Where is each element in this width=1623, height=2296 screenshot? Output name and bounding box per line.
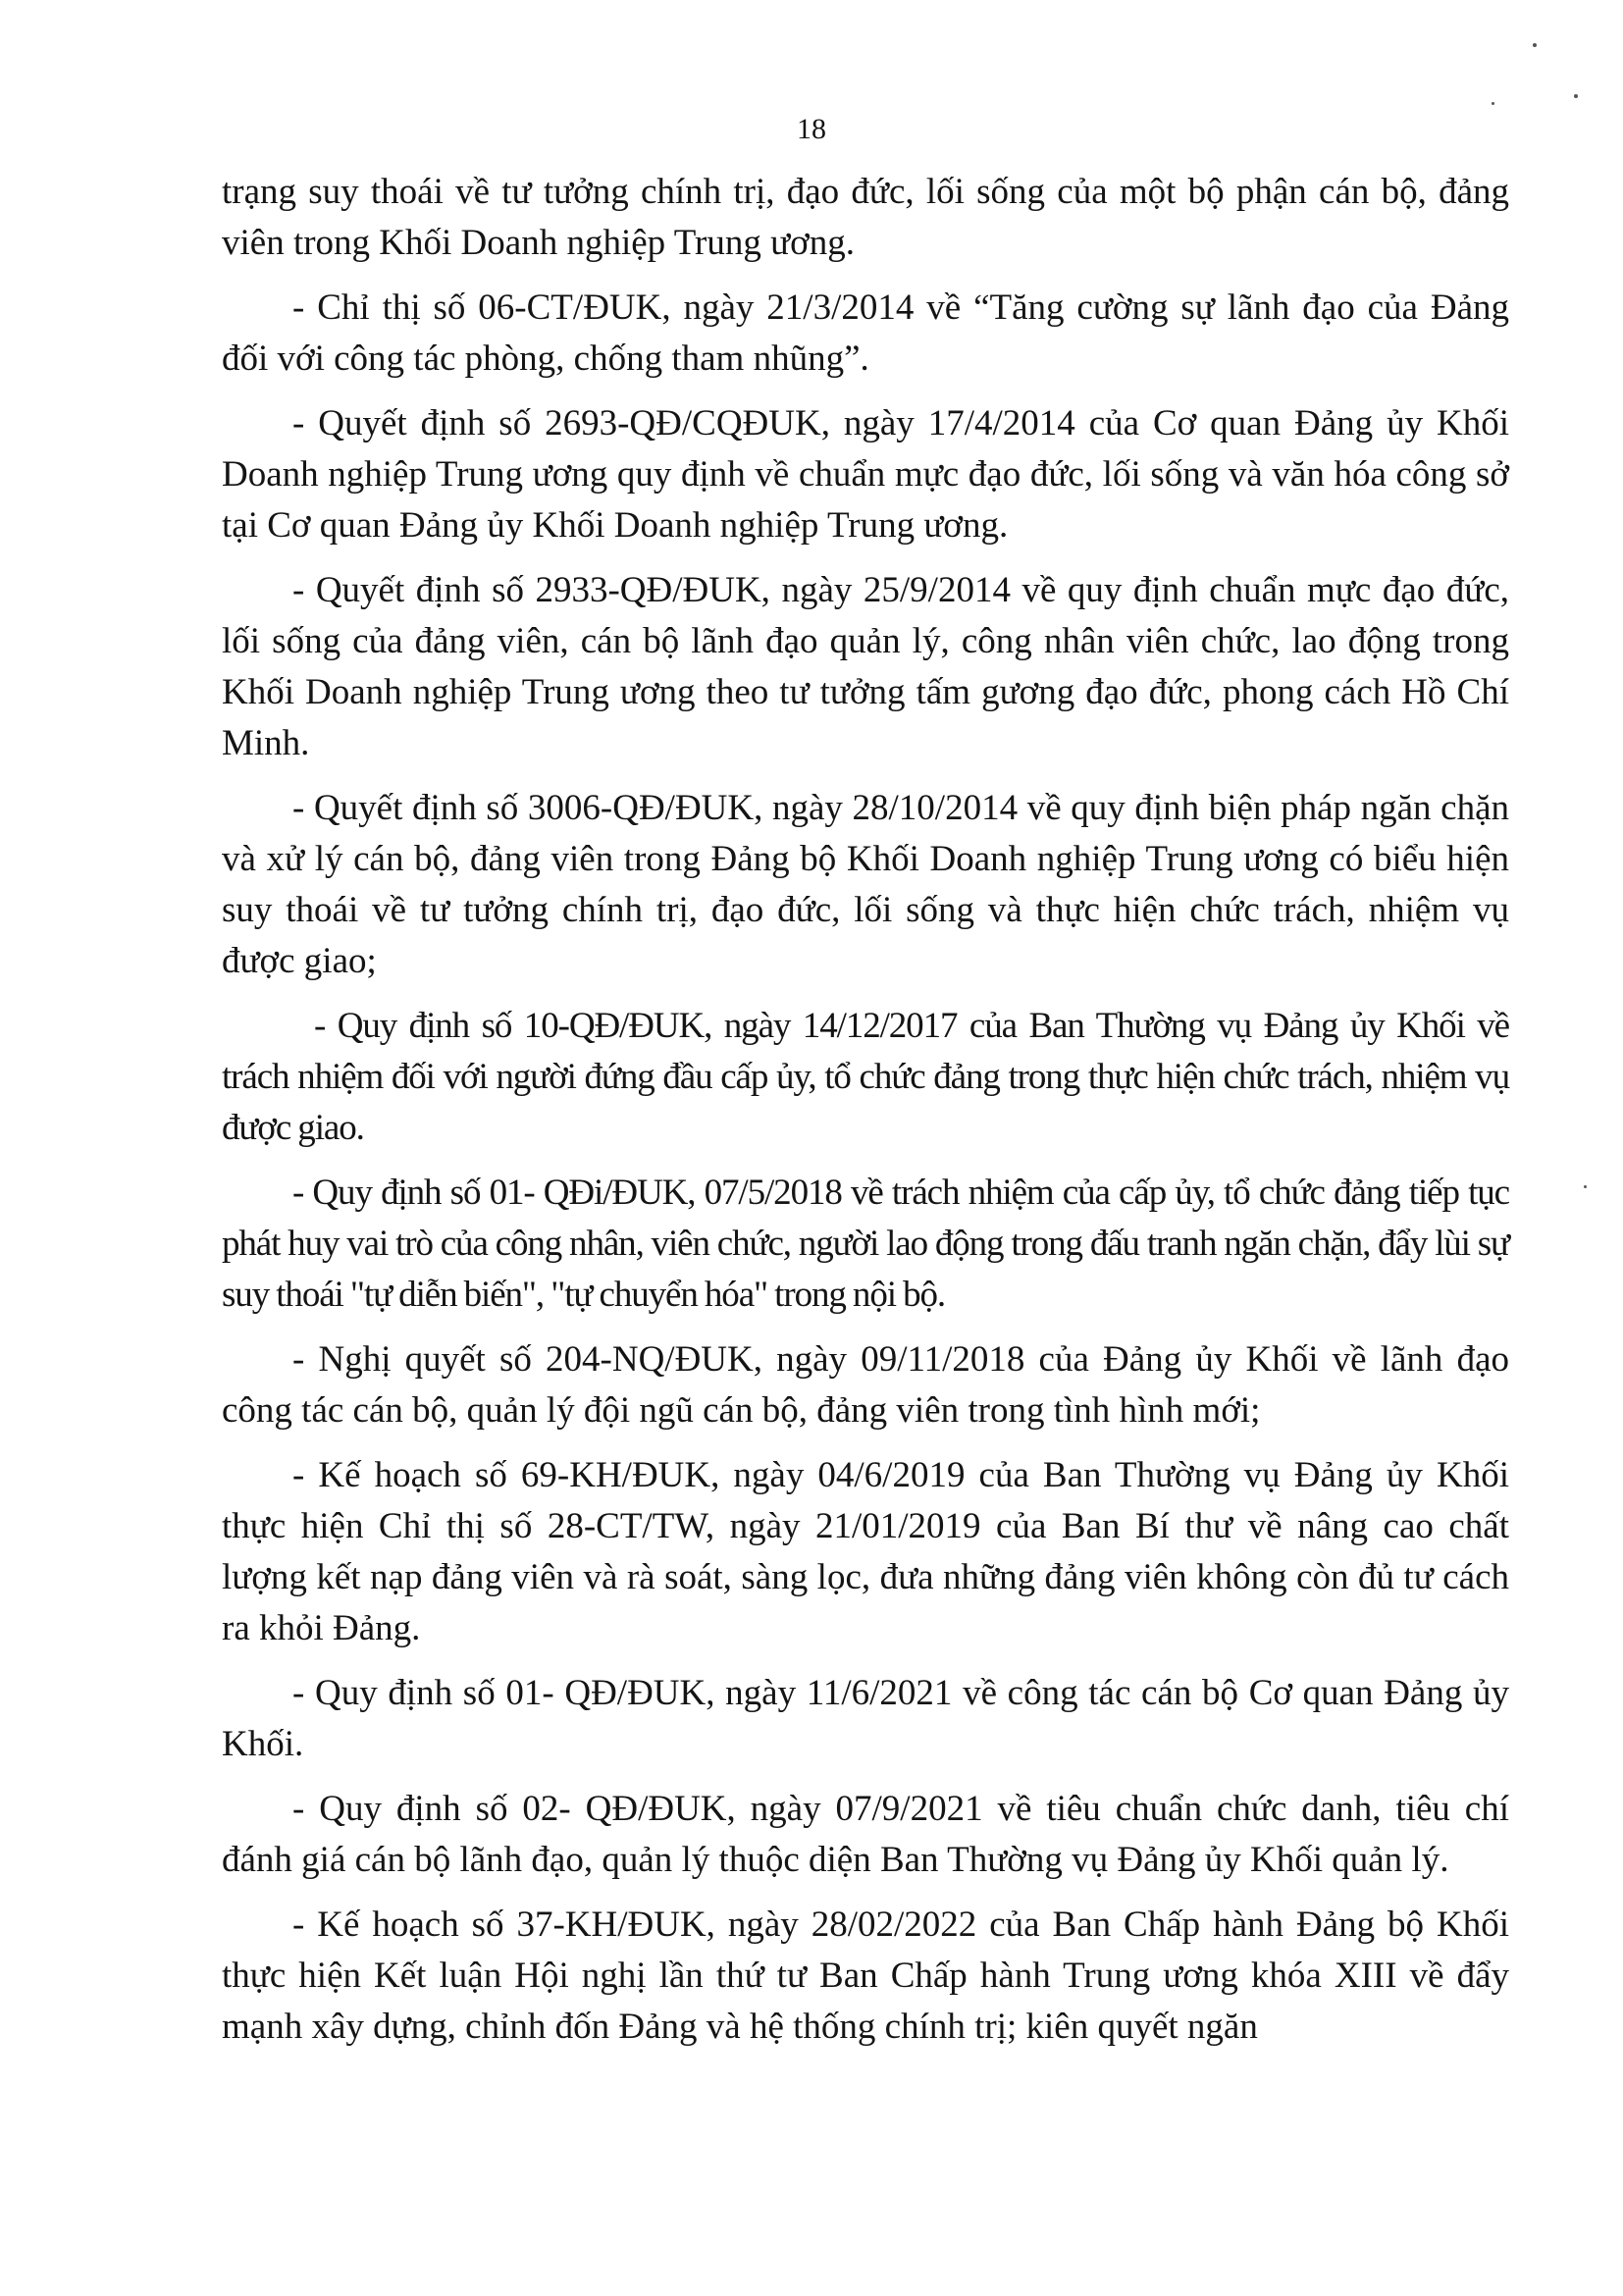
paragraph-regulation-01-2021: - Quy định số 01- QĐ/ĐUK, ngày 11/6/2021 về công tác cán bộ Cơ quan Đảng ủy Khối. [222, 1673, 1509, 1764]
paragraph-decision-2693: - Quyết định số 2693-QĐ/CQĐUK, ngày 17/4/2014 của Cơ quan Đảng ủy Khối Doanh nghiệp Trung ương quy định về chuẩn mực đạo đức, lối sống và văn hóa công sở tại Cơ quan Đảng ủy Khối Doanh nghiệp Trung ương. [222, 403, 1509, 546]
paragraph-resolution-204: - Nghị quyết số 204-NQ/ĐUK, ngày 09/11/2018 của Đảng ủy Khối về lãnh đạo công tác cán bộ, quản lý đội ngũ cán bộ, đảng viên trong tình hình mới; [222, 1339, 1509, 1431]
paragraph-plan-37: - Kế hoạch số 37-KH/ĐUK, ngày 28/02/2022 của Ban Chấp hành Đảng bộ Khối thực hiện Kết luận Hội nghị lần thứ tư Ban Chấp hành Trung ương khóa XIII về đẩy mạnh xây dựng, chỉnh đốn Đảng và hệ thống chính trị; kiên quyết ngăn [222, 1905, 1509, 2047]
scan-speck [1492, 102, 1494, 105]
document-body [222, 167, 1509, 2066]
scan-speck [1533, 43, 1537, 47]
paragraph-regulation-10: - Quy định số 10-QĐ/ĐUK, ngày 14/12/2017 của Ban Thường vụ Đảng ủy Khối về trách nhiệm đối với người đứng đầu cấp ủy, tổ chức đảng trong thực hiện chức trách, nhiệm vụ được giao. [222, 1006, 1509, 1148]
paragraph-decision-2933: - Quyết định số 2933-QĐ/ĐUK, ngày 25/9/2014 về quy định chuẩn mực đạo đức, lối sống của đảng viên, cán bộ lãnh đạo quản lý, công nhân viên chức, lao động trong Khối Doanh nghiệp Trung ương theo tư tưởng tấm gương đạo đức, phong cách Hồ Chí Minh. [222, 570, 1509, 763]
paragraph-regulation-01-2018: - Quy định số 01- QĐi/ĐUK, 07/5/2018 về trách nhiệm của cấp ủy, tổ chức đảng tiếp tục phát huy vai trò của công nhân, viên chức, người lao động trong đấu tranh ngăn chặn, đẩy lùi sự suy thoái "tự diễn biến", "tự chuyển hóa" trong nội bộ. [222, 1173, 1509, 1315]
paragraph-directive-06: - Chỉ thị số 06-CT/ĐUK, ngày 21/3/2014 về “Tăng cường sự lãnh đạo của Đảng đối với công tác phòng, chống tham nhũng”. [222, 287, 1509, 379]
paragraph-decision-3006: - Quyết định số 3006-QĐ/ĐUK, ngày 28/10/2014 về quy định biện pháp ngăn chặn và xử lý cán bộ, đảng viên trong Đảng bộ Khối Doanh nghiệp Trung ương có biểu hiện suy thoái về tư tưởng chính trị, đạo đức, lối sống và thực hiện chức trách, nhiệm vụ được giao; [222, 788, 1509, 981]
scan-speck [1584, 1185, 1587, 1188]
paragraph-regulation-02-2021: - Quy định số 02- QĐ/ĐUK, ngày 07/9/2021 về tiêu chuẩn chức danh, tiêu chí đánh giá cán bộ lãnh đạo, quản lý thuộc diện Ban Thường vụ Đảng ủy Khối quản lý. [222, 1789, 1509, 1880]
paragraph-continuation: trạng suy thoái về tư tưởng chính trị, đạo đức, lối sống của một bộ phận cán bộ, đảng viên trong Khối Doanh nghiệp Trung ương. [222, 172, 1509, 263]
scan-speck [1574, 94, 1578, 98]
page-number: 18 [797, 113, 826, 145]
paragraph-plan-69: - Kế hoạch số 69-KH/ĐUK, ngày 04/6/2019 của Ban Thường vụ Đảng ủy Khối thực hiện Chỉ thị số 28-CT/TW, ngày 21/01/2019 của Ban Bí thư về nâng cao chất lượng kết nạp đảng viên và rà soát, sàng lọc, đưa những đảng viên không còn đủ tư cách ra khỏi Đảng. [222, 1455, 1509, 1648]
